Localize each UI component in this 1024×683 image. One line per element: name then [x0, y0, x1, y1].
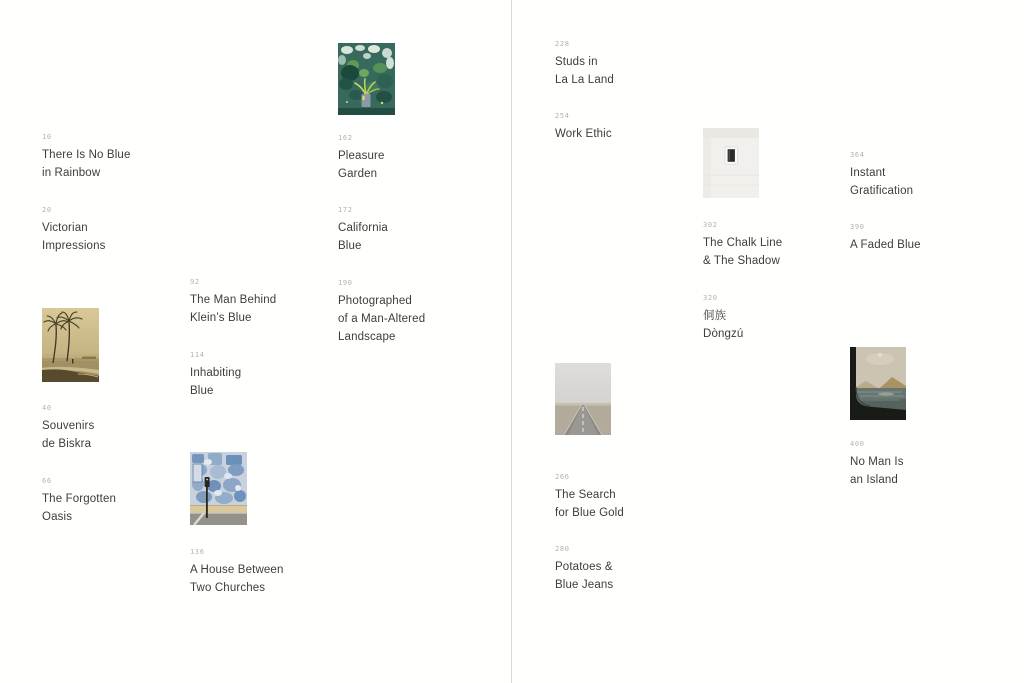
- entry-page-number: 280: [555, 545, 570, 553]
- entry-title-line: The Chalk Line: [703, 237, 783, 249]
- blue-tiles-photo-thumbnail: [190, 452, 247, 525]
- entry-title-line: Souvenirs: [42, 420, 95, 432]
- toc-entry-potatoes-blue-jeans: [555, 545, 613, 594]
- entry-title-line: Instant: [850, 167, 886, 179]
- toc-entry-studs-in-la-la-land: [555, 40, 614, 89]
- straight-road-photo-thumbnail: [555, 363, 611, 435]
- entry-title-line: The Forgotten: [42, 493, 117, 505]
- entry-title-line: Inhabiting: [190, 367, 242, 379]
- toc-entry-the-forgotten-oasis: [42, 477, 116, 526]
- entry-title-line: Victorian: [42, 222, 88, 234]
- entry-title-line: Potatoes &: [555, 561, 613, 573]
- toc-entry-chalk-line-shadow: [703, 221, 782, 270]
- toc-entry-california-blue: [338, 206, 388, 255]
- entry-title-line: & The Shadow: [703, 255, 780, 267]
- entry-title-line: Dòngzú: [703, 328, 744, 340]
- page-gutter-divider: [511, 0, 512, 683]
- entry-title-line: Blue: [338, 240, 362, 252]
- entry-title-line: A House Between: [190, 564, 284, 576]
- toc-entry-instant-gratification: [850, 151, 913, 200]
- toc-entry-souvenirs-de-biskra: [42, 404, 94, 453]
- entry-page-number: 320: [703, 294, 718, 302]
- entry-title-line: The Search: [555, 489, 616, 501]
- entry-page-number: 136: [190, 548, 205, 556]
- toc-entry-man-behind-kleins-blue: [190, 278, 276, 327]
- entry-title-line: Klein’s Blue: [190, 312, 252, 324]
- entry-title-line: Impressions: [42, 240, 106, 252]
- toc-entry-house-between-two-churches: [190, 548, 284, 597]
- entry-title-line: Blue: [190, 385, 214, 397]
- entry-title-line: 侗族: [703, 310, 727, 322]
- entry-title-line: No Man Is: [850, 456, 904, 468]
- entry-page-number: 390: [850, 223, 865, 231]
- entry-title-line: of a Man-Altered: [338, 313, 426, 325]
- entry-page-number: 92: [190, 278, 200, 286]
- entry-title-line: There Is No Blue: [42, 149, 131, 161]
- white-wall-window-photo-thumbnail: [703, 128, 759, 198]
- toc-entry-there-is-no-blue: [42, 133, 131, 182]
- entry-title-line: Gratification: [850, 185, 914, 197]
- entry-title-line: Studs in: [555, 56, 598, 68]
- entry-page-number: 266: [555, 473, 570, 481]
- entry-page-number: 172: [338, 206, 353, 214]
- entry-page-number: 114: [190, 351, 205, 359]
- entry-title-line: California: [338, 222, 388, 234]
- entry-page-number: 20: [42, 206, 52, 214]
- entry-page-number: 254: [555, 112, 570, 120]
- entry-title-line: La La Land: [555, 74, 614, 86]
- entry-page-number: 10: [42, 133, 52, 141]
- entry-page-number: 228: [555, 40, 570, 48]
- entry-page-number: 40: [42, 404, 52, 412]
- toc-entry-search-for-blue-gold: [555, 473, 624, 522]
- toc-entry-no-man-is-an-island: [850, 440, 904, 489]
- entry-title-line: Landscape: [338, 331, 396, 343]
- toc-entry-victorian-impressions: [42, 206, 106, 255]
- toc-entry-dongzu: [703, 294, 743, 343]
- toc-entry-photographed-man-altered-landscape: [338, 279, 425, 346]
- toc-entry-inhabiting-blue: [190, 351, 241, 400]
- entry-page-number: 66: [42, 477, 52, 485]
- entry-title-line: de Biskra: [42, 438, 92, 450]
- entry-title-line: Photographed: [338, 295, 412, 307]
- entry-title-line: A Faded Blue: [850, 239, 921, 251]
- entry-page-number: 364: [850, 151, 865, 159]
- entry-title-line: an Island: [850, 474, 898, 486]
- entry-title-line: Garden: [338, 168, 378, 180]
- entry-page-number: 400: [850, 440, 865, 448]
- entry-page-number: 162: [338, 134, 353, 142]
- toc-entry-a-faded-blue: [850, 223, 921, 254]
- entry-title-line: The Man Behind: [190, 294, 277, 306]
- entry-page-number: 302: [703, 221, 718, 229]
- entry-title-line: Two Churches: [190, 582, 266, 594]
- entry-title-line: Oasis: [42, 511, 73, 523]
- sea-through-window-photo-thumbnail: [850, 347, 906, 420]
- toc-entry-work-ethic: [555, 112, 612, 143]
- entry-title-line: Work Ethic: [555, 128, 612, 140]
- entry-page-number: 190: [338, 279, 353, 287]
- entry-title-line: Blue Jeans: [555, 579, 614, 591]
- entry-title-line: for Blue Gold: [555, 507, 624, 519]
- garden-painting-thumbnail: [338, 43, 395, 115]
- entry-title-line: in Rainbow: [42, 167, 101, 179]
- toc-entry-pleasure-garden: [338, 134, 385, 183]
- entry-title-line: Pleasure: [338, 150, 385, 162]
- palm-beach-photo-thumbnail: [42, 308, 99, 382]
